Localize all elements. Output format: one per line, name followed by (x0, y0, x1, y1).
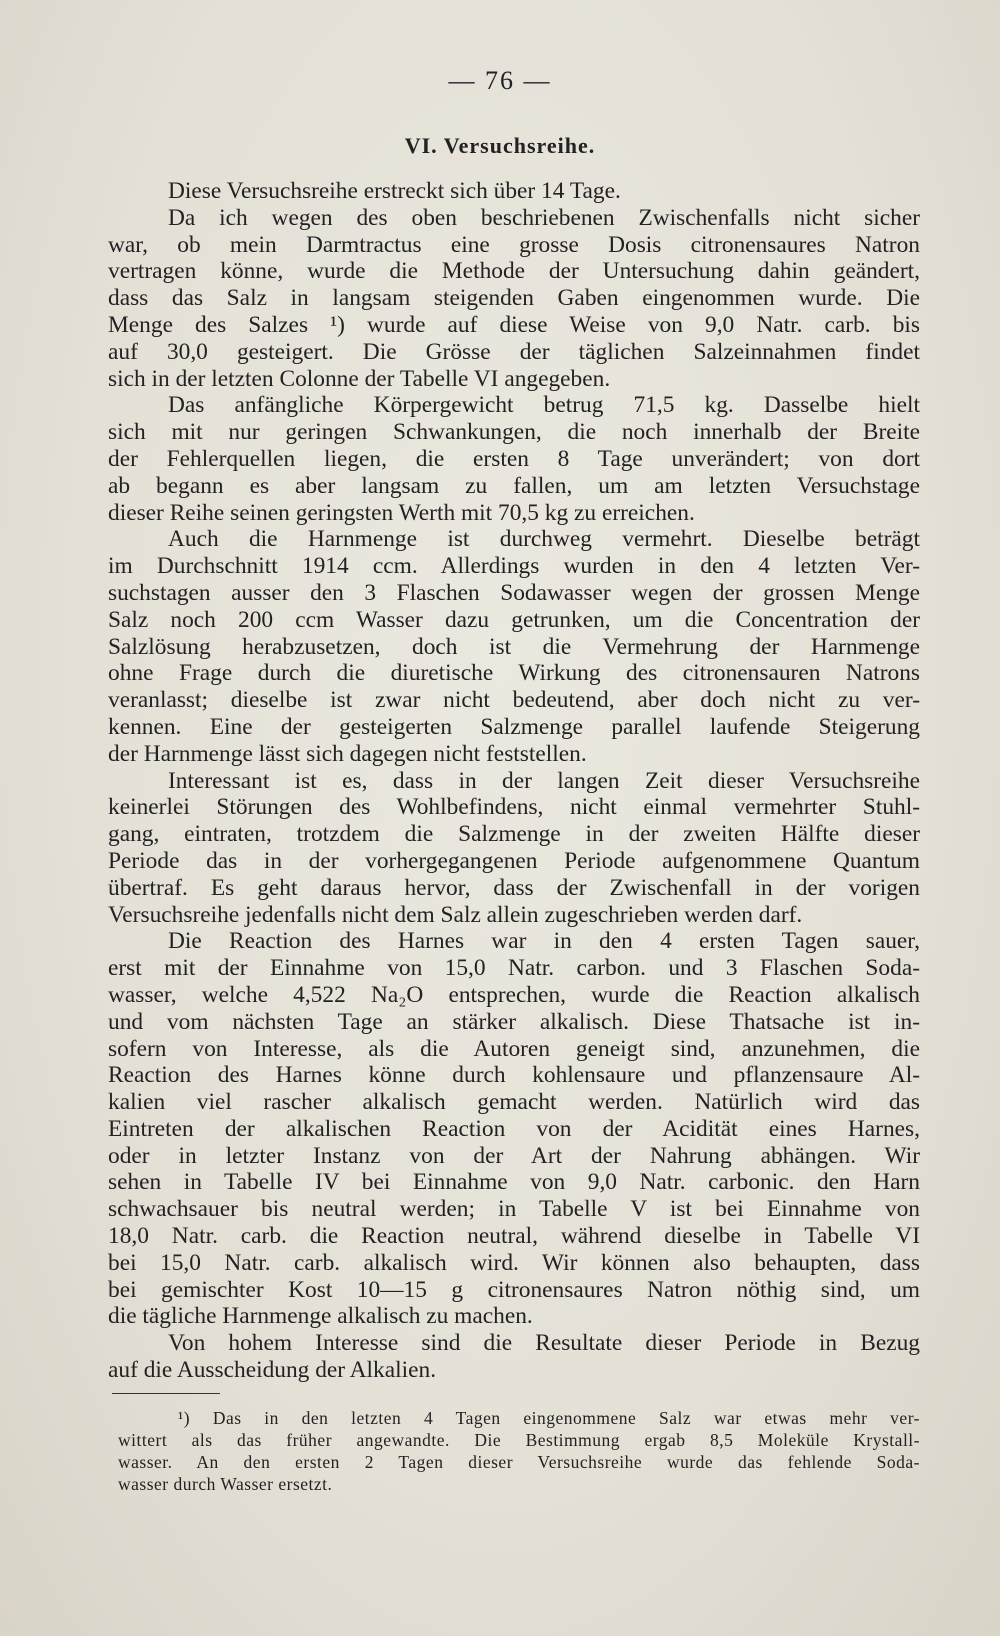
text-line: ohne Frage durch die diuretische Wirkung des citronensauren Natrons (108, 660, 920, 687)
text-line: kennen. Eine der gesteigerten Salzmenge parallel laufende Steigerung (108, 713, 920, 740)
text-line: Salzlösung herabzusetzen, doch ist die Vermehrung der Harnmenge (108, 633, 920, 660)
text-line: sich mit nur geringen Schwankungen, die noch innerhalb der Breite (108, 419, 920, 446)
text-line: war, ob mein Darmtractus eine grosse Dosis citronensaures Natron (108, 231, 920, 258)
page-number: — 76 — (448, 66, 552, 95)
text-line: 18,0 Natr. carb. die Reaction neutral, während dieselbe in Tabelle VI (108, 1223, 920, 1250)
text-line: kalien viel rascher alkalisch gemacht werden. Natürlich wird das (108, 1089, 920, 1116)
text-line: Von hohem Interesse sind die Resultate dieser Periode in Bezug (168, 1330, 920, 1357)
text-line: keinerlei Störungen des Wohlbefindens, nicht einmal vermehrter Stuhl- (108, 794, 920, 821)
footnote-divider (112, 1393, 220, 1394)
text-line: im Durchschnitt 1914 ccm. Allerdings wurden in den 4 letzten Ver- (108, 553, 920, 580)
text-line: und vom nächsten Tage an stärker alkalisch. Diese Thatsache ist in- (108, 1008, 920, 1035)
text-line: Das anfängliche Körpergewicht betrug 71,5 kg. Dasselbe hielt (168, 392, 920, 419)
text-line: oder in letzter Instanz von der Art der Nahrung abhängen. Wir (108, 1142, 920, 1169)
text-line: sehen in Tabelle IV bei Einnahme von 9,0 Natr. carbonic. den Harn (108, 1169, 920, 1196)
text-line: bei 15,0 Natr. carb. alkalisch wird. Wir können also behaupten, dass (108, 1249, 920, 1276)
section-title: VI. Versuchsreihe. (404, 133, 596, 158)
text-line: Eintreten der alkalischen Reaction von der Acidität eines Harnes, (108, 1115, 920, 1142)
text-line: bei gemischter Kost 10—15 g citronensaures Natron nöthig sind, um (108, 1276, 920, 1303)
text-line: veranlasst; dieselbe ist zwar nicht bedeutend, aber doch nicht zu ver- (108, 687, 920, 714)
text-line: suchstagen ausser den 3 Flaschen Sodawasser wegen der grossen Menge (108, 579, 920, 606)
footnote (118, 1407, 920, 1495)
text-line: vertragen könne, wurde die Methode der Untersuchung dahin geändert, (108, 258, 920, 285)
text-line: der Fehlerquellen liegen, die ersten 8 Tage unverändert; von dort (108, 445, 920, 472)
text-line: Diese Versuchsreihe erstreckt sich über 14 Tage. (168, 178, 621, 204)
text-line: erst mit der Einnahme von 15,0 Natr. carbon. und 3 Flaschen Soda- (108, 955, 920, 982)
text-line: auf 30,0 gesteigert. Die Grösse der täglichen Salzeinnahmen findet (108, 338, 920, 365)
text-line: der Harnmenge lässt sich dagegen nicht feststellen. (108, 740, 587, 767)
text-line: wasser, welche 4,522 Na₂O entsprechen, wurde die Reaction alkalisch (108, 981, 920, 1008)
text-line: dieser Reihe seinen geringsten Werth mit 70,5 kg zu erreichen. (108, 499, 695, 526)
text-line: Versuchsreihe jedenfalls nicht dem Salz allein zugeschrieben werden darf. (108, 901, 803, 928)
text-line: Die Reaction des Harnes war in den 4 ersten Tagen sauer, (168, 928, 920, 955)
text-line: sich in der letzten Colonne der Tabelle VI angegeben. (108, 365, 611, 392)
text-line: schwachsauer bis neutral werden; in Tabelle V ist bei Einnahme von (108, 1196, 920, 1223)
text-line: dass das Salz in langsam steigenden Gaben eingenommen wurde. Die (108, 285, 920, 312)
footnote-line: ¹) Das in den letzten 4 Tagen eingenommene Salz war etwas mehr ver- (178, 1408, 920, 1428)
text-line: übertraf. Es geht daraus hervor, dass der Zwischenfall in der vorigen (108, 874, 920, 901)
text-line: Da ich wegen des oben beschriebenen Zwischenfalls nicht sicher (168, 204, 920, 231)
text-line: Interessant ist es, dass in der langen Zeit dieser Versuchsreihe (168, 767, 920, 794)
text-line: Menge des Salzes ¹) wurde auf diese Weise von 9,0 Natr. carb. bis (108, 311, 920, 338)
body-text (108, 178, 920, 1384)
text-line: Auch die Harnmenge ist durchweg vermehrt. Dieselbe beträgt (168, 526, 920, 553)
text-line: Salz noch 200 ccm Wasser dazu getrunken, um die Concentration der (108, 606, 920, 633)
footnote-line: wittert als das früher angewandte. Die Bestimmung ergab 8,5 Moleküle Krystall- (118, 1430, 920, 1450)
text-line: Reaction des Harnes könne durch kohlensaure und pflanzensaure Al- (108, 1062, 920, 1089)
footnote-line: wasser durch Wasser ersetzt. (118, 1474, 333, 1494)
text-line: sofern von Interesse, als die Autoren geneigt sind, anzunehmen, die (108, 1035, 920, 1062)
text-line: ab begann es aber langsam zu fallen, um am letzten Versuchstage (108, 472, 920, 499)
text-line: gang, eintraten, trotzdem die Salzmenge in der zweiten Hälfte dieser (108, 821, 920, 848)
text-line: auf die Ausscheidung der Alkalien. (108, 1357, 437, 1384)
text-line: die tägliche Harnmenge alkalisch zu machen. (108, 1303, 533, 1330)
footnote-line: wasser. An den ersten 2 Tagen dieser Versuchsreihe wurde das fehlende Soda- (118, 1452, 920, 1472)
text-line: Periode das in der vorhergegangenen Periode aufgenommene Quantum (108, 847, 920, 874)
